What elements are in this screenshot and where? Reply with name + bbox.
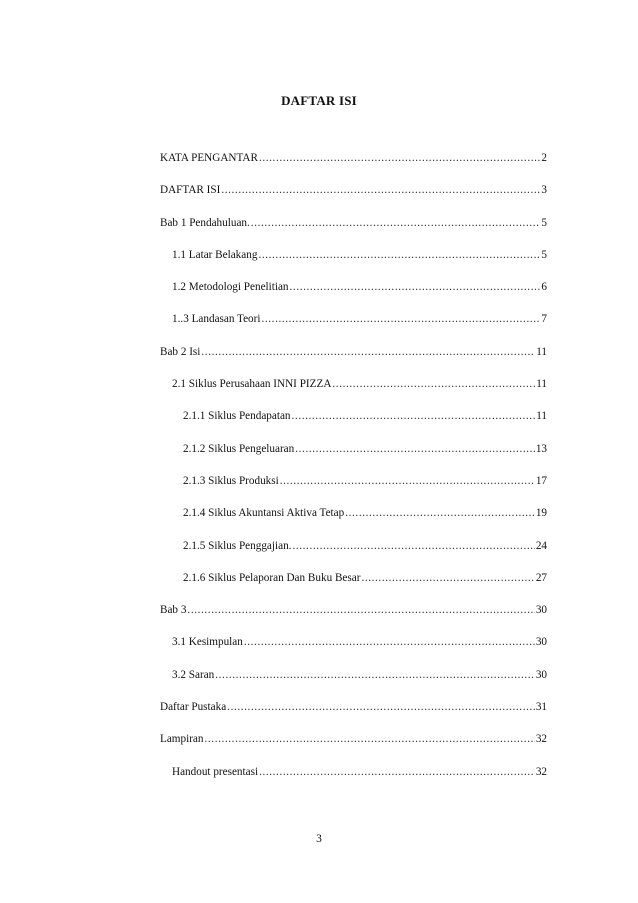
toc-entry-label: 2.1.4 Siklus Akuntansi Aktiva Tetap [183,507,345,520]
toc-entry-page: 2 [541,152,547,164]
toc-dot-leader [261,311,540,327]
toc-entry-page: 30 [535,668,547,681]
toc-entry-label: Handout presentasi [172,765,259,778]
toc-entry-page: 11 [536,378,547,391]
toc-dot-leader [361,570,534,586]
toc-entry-page: 13 [535,442,547,455]
toc-dot-leader [215,667,535,683]
toc-entry-1-3[interactable] [160,311,547,327]
toc-entry-label: DAFTAR ISI [160,184,221,197]
toc-entry-label: Bab 3 [160,604,187,617]
toc-entry-page: 30 [535,636,547,649]
toc-dot-leader [205,731,535,747]
toc-entry-label: Lampiran [160,733,204,746]
toc-entry-3-2[interactable] [160,667,547,683]
toc-entry-label: Bab 1 Pendahuluan. [160,216,250,229]
toc-entry-label: 1.1 Latar Belakang [172,248,258,261]
toc-dot-leader [201,344,535,360]
toc-entry-handout-presentasi[interactable] [160,764,547,780]
toc-entry-page: 17 [535,474,547,487]
toc-entry-2-1-2[interactable] [160,441,547,457]
toc-dot-leader [259,764,535,780]
toc-entry-label: Bab 2 Isi [160,345,201,358]
page-number: 3 [316,833,322,845]
toc-entry-page: 19 [535,507,547,520]
toc-dot-leader [251,215,541,231]
toc-dot-leader [244,634,535,650]
page-title: DAFTAR ISI [281,93,357,108]
toc-entry-2-1-5[interactable] [160,538,547,554]
toc-entry-kata-pengantar[interactable] [160,150,547,166]
toc-dot-leader [345,505,535,521]
toc-dot-leader [280,473,535,489]
toc-entry-page: 30 [535,604,547,617]
toc-dot-leader [221,182,540,198]
toc-entry-page: 6 [541,281,547,294]
toc-entry-label: 1.2 Metodologi Penelitian [172,281,289,294]
toc-entry-daftar-pustaka[interactable] [160,699,547,715]
toc-dot-leader [292,538,534,554]
toc-entry-3-1[interactable] [160,634,547,650]
toc-entry-page: 11 [536,345,547,358]
toc-entry-2-1-3[interactable] [160,473,547,489]
toc-entry-page: 24 [535,539,547,552]
toc-entry-2-1[interactable] [160,376,547,392]
toc-entry-page: 5 [541,216,547,229]
toc-dot-leader [258,247,540,263]
toc-entry-1-1[interactable] [160,247,547,263]
toc-dot-leader [290,279,541,295]
toc-entry-label: 3.2 Saran [172,668,215,681]
toc-entry-page: 31 [535,701,547,714]
table-of-contents [160,150,547,796]
toc-entry-page: 32 [535,733,547,746]
toc-entry-lampiran[interactable] [160,731,547,747]
toc-entry-label: 2.1.1 Siklus Pendapatan [183,410,291,423]
toc-dot-leader [292,408,536,424]
toc-entry-bab-2[interactable] [160,344,547,360]
toc-dot-leader [259,150,540,166]
toc-entry-label: Daftar Pustaka [160,701,227,714]
toc-entry-label: 2.1 Siklus Perusahaan INNI PIZZA [172,378,332,391]
toc-entry-page: 11 [536,410,547,423]
toc-entry-label: 2.1.2 Siklus Pengeluaran [183,442,295,455]
toc-entry-page: 7 [541,313,547,326]
toc-dot-leader [295,441,535,457]
toc-entry-page: 32 [535,765,547,778]
toc-dot-leader [227,699,535,715]
toc-entry-bab-3[interactable] [160,602,547,618]
toc-entry-daftar-isi[interactable] [160,182,547,198]
toc-entry-page: 27 [535,571,547,584]
toc-entry-bab-1[interactable] [160,215,547,231]
toc-entry-2-1-4[interactable] [160,505,547,521]
toc-entry-label: 2.1.3 Siklus Produksi [183,474,279,487]
toc-entry-1-2[interactable] [160,279,547,295]
toc-dot-leader [332,376,535,392]
toc-dot-leader [187,602,534,618]
toc-entry-label: 2.1.6 Siklus Pelaporan Dan Buku Besar [183,571,361,584]
toc-entry-page: 3 [541,184,547,197]
toc-entry-label: 3.1 Kesimpulan [172,636,243,649]
toc-entry-2-1-1[interactable] [160,408,547,424]
toc-entry-2-1-6[interactable] [160,570,547,586]
toc-entry-label: 1..3 Landasan Teori [172,313,261,326]
toc-entry-page: 5 [541,248,547,261]
toc-entry-label: KATA PENGANTAR [160,152,258,164]
toc-entry-label: 2.1.5 Siklus Penggajian. [183,539,292,552]
